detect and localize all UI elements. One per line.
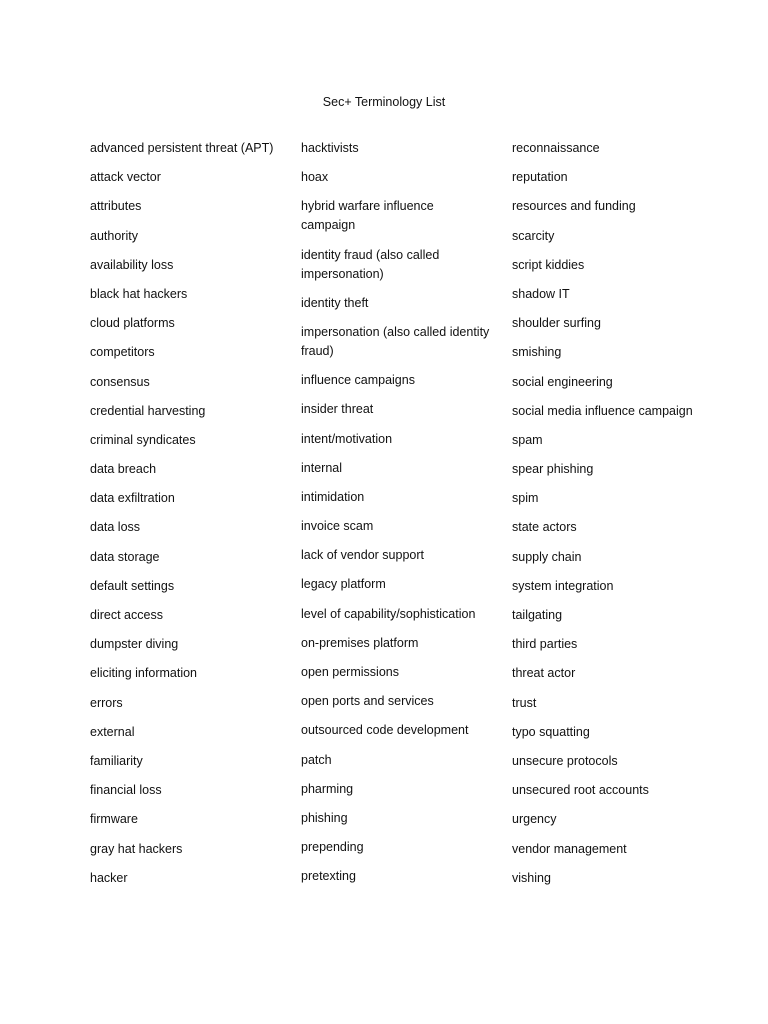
term-item: trust (512, 695, 537, 710)
term-item: scarcity (512, 228, 555, 243)
term-item: firmware (90, 812, 138, 827)
term-item: spear phishing (512, 462, 594, 477)
term-item: criminal syndicates (90, 432, 196, 447)
term-item: spam (512, 432, 543, 447)
term-item: data loss (90, 520, 141, 535)
term-item: data storage (90, 549, 160, 564)
term-column-1 (90, 139, 280, 898)
term-item: typo squatting (512, 724, 590, 739)
term-item: invoice scam (301, 519, 374, 534)
term-item: availability loss (90, 257, 174, 272)
term-item: attack vector (90, 170, 161, 185)
term-item: lack of vendor support (301, 548, 424, 563)
term-item: unsecure protocols (512, 753, 618, 768)
term-item: black hat hackers (90, 286, 188, 301)
term-item: social media influence campaign (512, 403, 693, 418)
term-item: competitors (90, 345, 155, 360)
term-item: hoax (301, 170, 329, 185)
term-item: legacy platform (301, 577, 386, 592)
term-item: tailgating (512, 608, 563, 622)
term-item: spim (512, 491, 539, 506)
term-item: authority (90, 228, 138, 243)
term-item: pretexting (301, 869, 356, 884)
term-item: unsecured root accounts (512, 783, 649, 798)
term-item: outsourced code development (301, 723, 469, 738)
term-item: hacktivists (301, 141, 359, 155)
term-item: third parties (512, 637, 578, 652)
term-item: patch (301, 752, 332, 767)
term-item: hacker (90, 870, 128, 885)
term-item: data breach (90, 462, 157, 477)
term-item: familiarity (90, 753, 143, 768)
term-item: attributes (90, 199, 142, 214)
term-item: open ports and services (301, 694, 434, 709)
term-item: cloud platforms (90, 316, 175, 331)
term-item: reputation (512, 170, 568, 185)
term-item: external (90, 724, 135, 739)
term-item: internal (301, 460, 342, 475)
term-item: level of capability/sophistication (301, 606, 476, 621)
term-item: prepending (301, 840, 364, 855)
term-item: script kiddies (512, 257, 585, 272)
term-item: identity fraud (also called impersonation) (301, 247, 440, 281)
term-item: financial loss (90, 783, 162, 798)
term-item: shoulder surfing (512, 316, 601, 331)
term-item: vishing (512, 870, 551, 885)
term-item: identity theft (301, 295, 369, 310)
term-item: threat actor (512, 666, 576, 681)
term-item: system integration (512, 578, 614, 593)
term-item: insider threat (301, 402, 374, 417)
term-item: open permissions (301, 665, 399, 679)
term-item: default settings (90, 578, 175, 593)
term-item: gray hat hackers (90, 841, 183, 856)
term-item: reconnaissance (512, 141, 600, 155)
term-item: shadow IT (512, 286, 570, 301)
term-item: errors (90, 695, 123, 710)
term-item: data exfiltration (90, 491, 175, 506)
term-item: resources and funding (512, 199, 636, 214)
term-item: consensus (90, 374, 150, 389)
term-item: state actors (512, 520, 577, 535)
term-column-3 (512, 139, 712, 898)
page-title: Sec+ Terminology List (322, 95, 446, 109)
term-item: urgency (512, 812, 557, 827)
term-item: social engineering (512, 374, 613, 389)
term-item: intimidation (301, 489, 365, 504)
term-item: influence campaigns (301, 373, 415, 388)
term-item: credential harvesting (90, 403, 206, 418)
term-item: on-premises platform (301, 635, 419, 650)
term-item: dumpster diving (90, 637, 179, 652)
term-item: supply chain (512, 549, 582, 564)
term-item: eliciting information (90, 666, 197, 681)
term-item: phishing (301, 810, 348, 825)
term-item: pharming (301, 781, 354, 796)
term-item: direct access (90, 608, 163, 622)
term-column-2 (301, 139, 491, 897)
term-item: intent/motivation (301, 431, 393, 446)
term-item: hybrid warfare influence campaign (301, 199, 434, 233)
term-item: advanced persistent threat (APT) (90, 141, 274, 155)
term-item: vendor management (512, 841, 627, 856)
term-item: smishing (512, 345, 562, 360)
term-item: impersonation (also called identity fraud) (301, 324, 490, 358)
